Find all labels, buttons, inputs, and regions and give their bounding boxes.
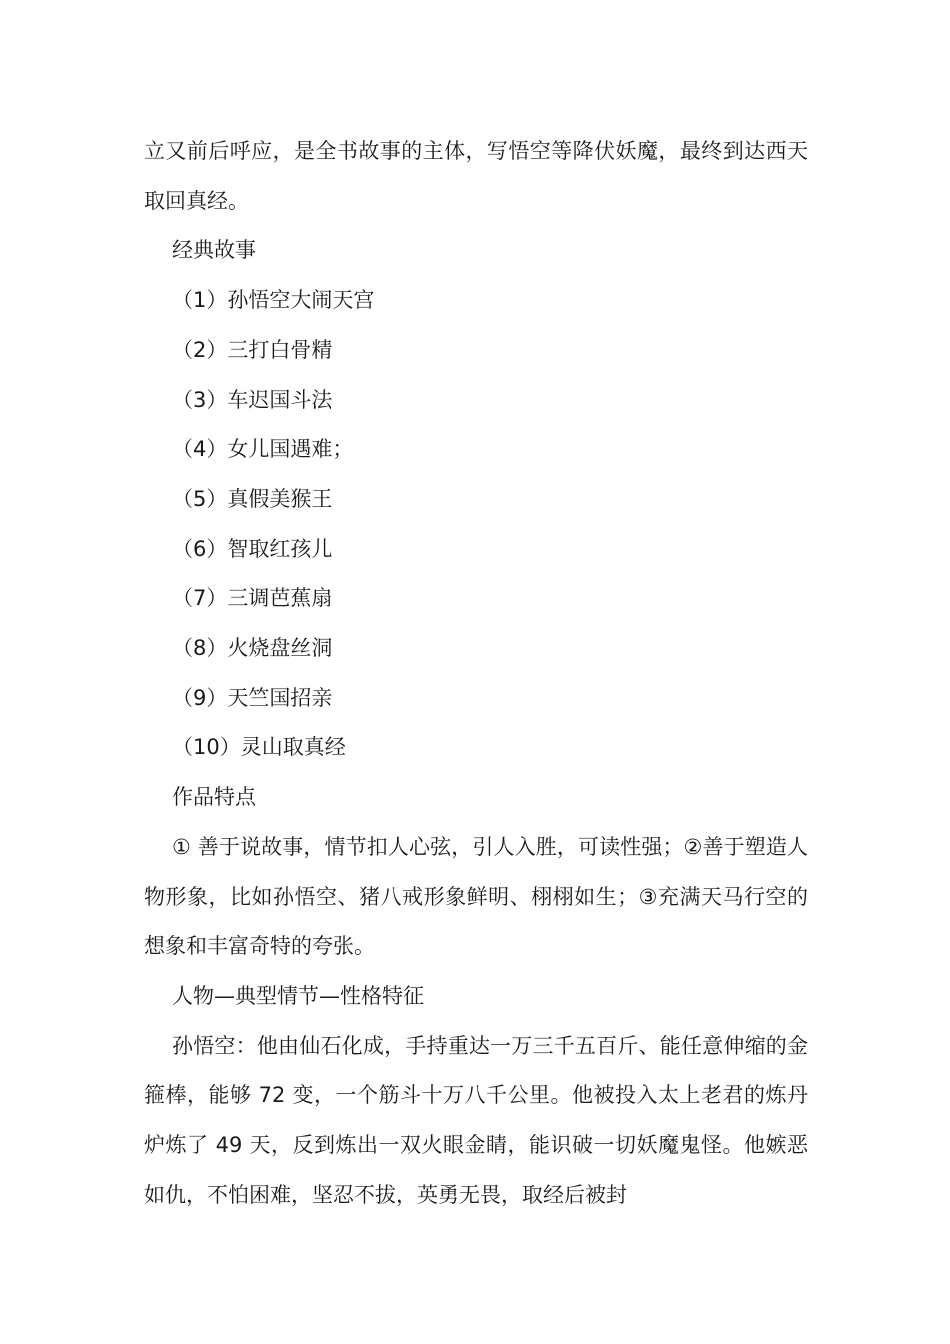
- features-paragraph: ① 善于说故事，情节扣人心弦，引人入胜，可读性强；②善于塑造人物形象，比如孙悟空、猪八戒形象鲜明、栩栩如生；③充满天马行空的想象和丰富奇特的夸张。: [144, 834, 808, 959]
- list-item: （1）孙悟空大闹天宫: [172, 288, 375, 313]
- features-heading: 作品特点: [172, 785, 256, 810]
- list-item: （2）三打白骨精: [172, 337, 333, 362]
- classic-stories-heading: 经典故事: [172, 238, 256, 263]
- list-item: （7）三调芭蕉扇: [172, 586, 333, 611]
- list-item: （4）女儿国遇难；: [172, 437, 354, 462]
- characters-paragraph: 孙悟空：他由仙石化成，手持重达一万三千五百斤、能任意伸缩的金箍棒，能够 72 变，一个筋斗十万八千公里。他被投入太上老君的炼丹炉炼了 49 天，反到炼出一双火眼金睛，能识破一切妖魔鬼怪。他嫉恶如仇，不怕困难，坚忍不拔，英勇无畏，取经后被封: [144, 1033, 808, 1207]
- list-item: （9）天竺国招亲: [172, 685, 333, 710]
- list-item: （8）火烧盘丝洞: [172, 636, 333, 661]
- list-item: （5）真假美猴王: [172, 486, 333, 511]
- list-item: （6）智取红孩儿: [172, 536, 333, 561]
- opening-paragraph: 立又前后呼应，是全书故事的主体，写悟空等降伏妖魔，最终到达西天取回真经。: [144, 139, 808, 213]
- classic-stories-list: [144, 276, 808, 773]
- document-body: [144, 127, 808, 1220]
- characters-heading: 人物—典型情节—性格特征: [172, 983, 424, 1008]
- list-item: （3）车迟国斗法: [172, 387, 333, 412]
- list-item: （10）灵山取真经: [172, 735, 346, 760]
